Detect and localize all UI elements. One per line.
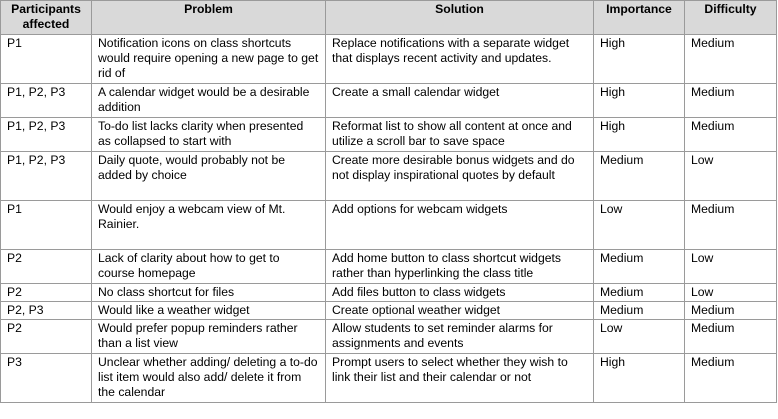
cell-participants: P1, P2, P3 — [1, 84, 92, 118]
cell-problem: Lack of clarity about how to get to course homepage — [92, 250, 326, 284]
cell-solution: Replace notifications with a separate widget that displays recent activity and updates. — [326, 35, 594, 84]
table-row — [1, 284, 777, 302]
table-row — [1, 302, 777, 320]
cell-solution: Add files button to class widgets — [326, 284, 594, 302]
cell-importance: Medium — [594, 152, 685, 201]
cell-participants: P1, P2, P3 — [1, 118, 92, 152]
cell-importance: Medium — [594, 250, 685, 284]
cell-participants: P3 — [1, 354, 92, 403]
cell-problem: A calendar widget would be a desirable addition — [92, 84, 326, 118]
cell-importance: Low — [594, 201, 685, 250]
cell-problem: Would like a weather widget — [92, 302, 326, 320]
cell-difficulty: Low — [685, 284, 777, 302]
cell-difficulty: Medium — [685, 84, 777, 118]
header-problem: Problem — [92, 1, 326, 35]
header-solution: Solution — [326, 1, 594, 35]
cell-solution: Prompt users to select whether they wish to link their list and their calendar or not — [326, 354, 594, 403]
cell-participants: P2 — [1, 320, 92, 354]
cell-difficulty: Medium — [685, 118, 777, 152]
cell-solution: Create optional weather widget — [326, 302, 594, 320]
cell-problem: Would prefer popup reminders rather than a list view — [92, 320, 326, 354]
cell-participants: P1, P2, P3 — [1, 152, 92, 201]
table-row — [1, 35, 777, 84]
cell-problem: No class shortcut for files — [92, 284, 326, 302]
cell-importance: High — [594, 354, 685, 403]
table-row — [1, 201, 777, 250]
cell-importance: High — [594, 35, 685, 84]
cell-participants: P1 — [1, 35, 92, 84]
cell-importance: High — [594, 118, 685, 152]
cell-difficulty: Medium — [685, 35, 777, 84]
table-row — [1, 84, 777, 118]
header-participants-line2: affected — [22, 16, 70, 31]
cell-difficulty: Medium — [685, 201, 777, 250]
table-row — [1, 354, 777, 403]
cell-participants: P2, P3 — [1, 302, 92, 320]
header-importance: Importance — [594, 1, 685, 35]
cell-difficulty: Medium — [685, 302, 777, 320]
cell-importance: High — [594, 84, 685, 118]
header-difficulty: Difficulty — [685, 1, 777, 35]
cell-solution: Add options for webcam widgets — [326, 201, 594, 250]
cell-importance: Low — [594, 320, 685, 354]
header-participants — [1, 1, 92, 35]
cell-difficulty: Low — [685, 250, 777, 284]
cell-solution: Create a small calendar widget — [326, 84, 594, 118]
cell-problem: Notification icons on class shortcuts would require opening a new page to get rid of — [92, 35, 326, 84]
header-participants-line1: Participants — [11, 2, 81, 16]
cell-solution: Add home button to class shortcut widgets rather than hyperlinking the class title — [326, 250, 594, 284]
cell-participants: P2 — [1, 250, 92, 284]
table-header-row — [1, 1, 777, 35]
cell-problem: To-do list lacks clarity when presented as collapsed to start with — [92, 118, 326, 152]
cell-solution: Create more desirable bonus widgets and do not display inspirational quotes by default — [326, 152, 594, 201]
cell-importance: Medium — [594, 284, 685, 302]
cell-problem: Unclear whether adding/ deleting a to-do list item would also add/ delete it from the calendar — [92, 354, 326, 403]
cell-difficulty: Medium — [685, 320, 777, 354]
cell-participants: P1 — [1, 201, 92, 250]
cell-problem: Daily quote, would probably not be added by choice — [92, 152, 326, 201]
cell-participants: P2 — [1, 284, 92, 302]
table-row — [1, 250, 777, 284]
cell-difficulty: Low — [685, 152, 777, 201]
table-row — [1, 320, 777, 354]
cell-importance: Medium — [594, 302, 685, 320]
cell-solution: Allow students to set reminder alarms for assignments and events — [326, 320, 594, 354]
table-row — [1, 152, 777, 201]
table-row — [1, 118, 777, 152]
cell-problem: Would enjoy a webcam view of Mt. Rainier. — [92, 201, 326, 250]
cell-difficulty: Medium — [685, 354, 777, 403]
cell-solution: Reformat list to show all content at once and utilize a scroll bar to save space — [326, 118, 594, 152]
